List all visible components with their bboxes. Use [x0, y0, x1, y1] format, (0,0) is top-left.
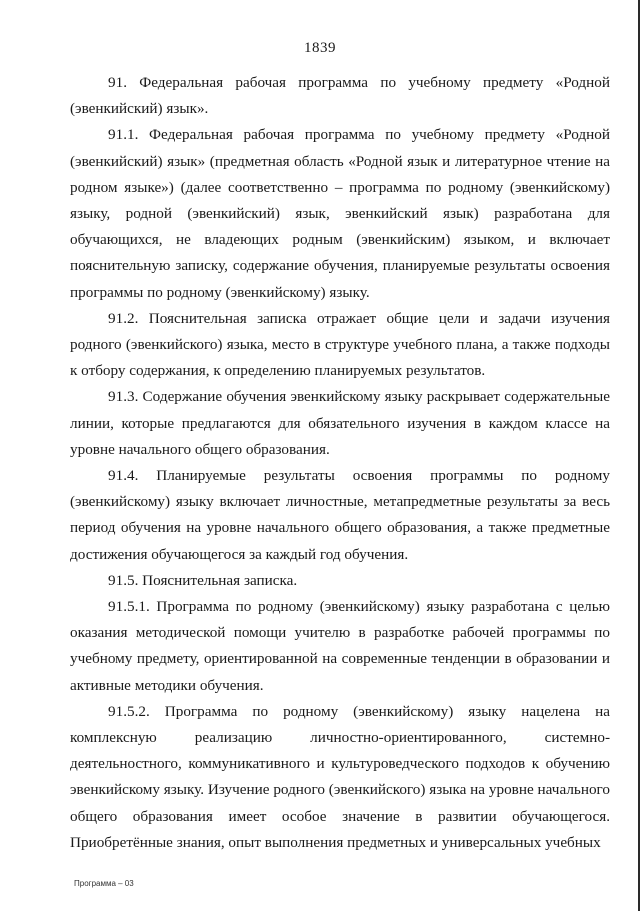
paragraph-91-4: 91.4. Планируемые результаты освоения программы по родному (эвенкийскому) языку включает личностные, метапредметные результаты за весь период обучения на уровне начального общего образования, а также предметные достижения обучающегося за каждый год обучения.	[70, 467, 610, 563]
paragraph-91: 91. Федеральная рабочая программа по учебному предмету «Родной (эвенкийский) язык».	[70, 74, 610, 118]
page-footer: Программа – 03	[74, 879, 134, 888]
paragraph-91-5-1: 91.5.1. Программа по родному (эвенкийскому) языку разработана с целью оказания методической помощи учителю в разработке рабочей программы по учебному предмету, ориентированной на современные тенденции в образовании и активные методики обучения.	[70, 598, 610, 694]
paragraph-91-1: 91.1. Федеральная рабочая программа по учебному предмету «Родной (эвенкийский) язык» (предметная область «Родной язык и литературное чтение на родном языке») (далее соответственно – программа по родному (эвенкийскому) языку, родной (эвенкийский) язык, эвенкийский язык) разработана для обучающихся, не владеющих родным (эвенкийским) языком, и включает пояснительную записку, содержание обучения, планируемые результаты освоения программы по родному (эвенкийскому) языку.	[70, 126, 610, 301]
document-body	[70, 70, 610, 856]
paragraph-91-3: 91.3. Содержание обучения эвенкийскому языку раскрывает содержательные линии, которые предлагаются для обязательного изучения в каждом классе на уровне начального общего образования.	[70, 388, 610, 458]
paragraph-91-2: 91.2. Пояснительная записка отражает общие цели и задачи изучения родного (эвенкийского) языка, место в структуре учебного плана, а также подходы к отбору содержания, к определению планируемых результатов.	[70, 309, 610, 380]
page-number: 1839	[304, 40, 336, 56]
paragraph-91-5: 91.5. Пояснительная записка.	[108, 571, 298, 589]
paragraph-91-5-2: 91.5.2. Программа по родному (эвенкийскому) языку нацелена на комплексную реализацию личностно-ориентированного, системно-деятельностного, коммуникативного и культуроведческого подходов к обучению эвенкийскому языку. Изучение родного (эвенкийского) языка на уровне начального общего образования имеет особое значение в развитии обучающегося. Приобретённые знания, опыт выполнения предметных и универсальных учебных	[70, 702, 610, 851]
